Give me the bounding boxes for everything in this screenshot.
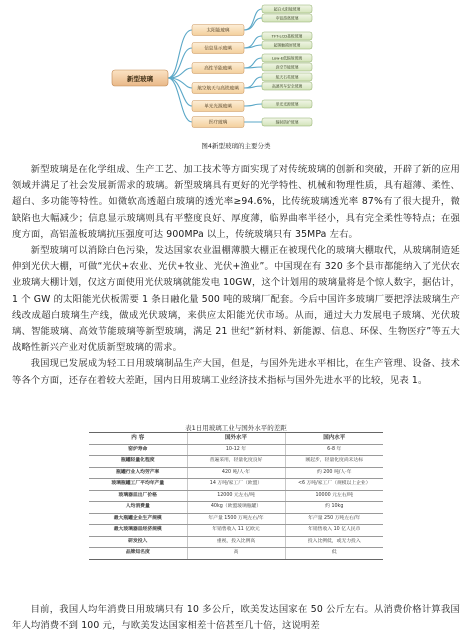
leaf-node-label: 中铝游离玻璃 xyxy=(275,15,299,21)
root-label: 新型玻璃 xyxy=(127,75,153,83)
figure-caption: 图4新型玻璃的主要分类 xyxy=(201,142,271,150)
table-cell: 年销售收入 10 亿人民币 xyxy=(285,525,383,537)
table-cell: 10-12 年 xyxy=(187,444,285,456)
table-cell: 年产量 1500 万吨左右/年 xyxy=(187,513,285,525)
table-header-cell: 内 容 xyxy=(89,433,187,445)
category-node-label: 太阳能玻璃 xyxy=(206,28,230,34)
table-cell: 投入比例低，或无力投入 xyxy=(285,536,383,548)
table-cell: 年销售收入 11 亿欧元 xyxy=(187,525,285,537)
leaf-node-label: 超薄触摸屏玻璃 xyxy=(273,42,301,48)
table-cell: 品牌知名度 xyxy=(89,548,187,560)
table-row xyxy=(89,513,383,525)
category-node-label: 医疗玻璃 xyxy=(208,120,228,126)
table-cell: 10000 元左右/吨 xyxy=(285,490,383,502)
table-header-cell: 国外水平 xyxy=(187,433,285,445)
paragraph: 新型玻璃可以消除白色污染，发达国家农业温棚薄膜大棚正在被现代化的玻璃大棚取代，从玻璃制造延伸到光伏大棚，可做“光伏+农业、光伏+牧业、光伏+渔业”。中国现在有 320 多个县市都能纳入了光伏农业玻璃大棚计划，仅这方面使用光伏玻璃就能发电 10GW，这个计划用的玻璃量将是个惊人数字，据估计，1 个 GW 的太阳能光伏板需要 1 条日融化量 500 吨的玻璃厂配套。今后中国许多玻璃厂要把浮法玻璃生产线改成超白玻璃生产线，做成光伏玻璃，来供应太阳能光伏市场。从而，通过大力发展电子玻璃、光伏玻璃、智能玻璃、高效节能玻璃等新型玻璃，满足 21 世纪“新材料、新能源、信息、环保、生物医疗”等五大战略性新兴产业对优质新型玻璃的需求。 xyxy=(12,245,460,354)
table-row xyxy=(89,502,383,514)
table-cell: 6-8 年 xyxy=(285,444,383,456)
table-cell: 刚起步，轻量化度尚未达标 xyxy=(285,456,383,468)
paragraph: 新型玻璃是在化学组成、生产工艺、加工技术等方面实现了对传统玻璃的创新和突破，开辟了新的应用领域并满足了社会发展新需求的玻璃。新型玻璃具有更好的光学特性、机械和物理性质，具有超薄、柔性、超白、多功能等特性。如微软高透超白玻璃的透光率≥94.6%，比传统玻璃透光率 87%有了很大提升，微缺陷也大幅减少；信息显示玻璃则具有平整度良好、厚度薄，临界曲率半径小，具有完全柔性等特点；在强度方面，高铝盖板玻璃抗压强度可达 900MPa 以上，传统玻璃只有 35MPa 左右。 xyxy=(12,164,460,240)
table-cell: <6 万吨/家工厂（规模以上企业） xyxy=(285,479,383,491)
leaf-nodes xyxy=(262,5,312,126)
table-cell: 瓶罐轻量化程度 xyxy=(89,456,187,468)
leaf-node-label: 单光光源玻璃 xyxy=(275,101,299,107)
table-cell: 低 xyxy=(285,548,383,560)
table-row xyxy=(89,479,383,491)
table-row xyxy=(89,456,383,468)
table-caption: 表1日用玻璃工业与国外水平的差距 xyxy=(185,424,287,432)
mindmap-svg xyxy=(0,0,472,140)
table-cell: 最大瓶罐企业生产规模 xyxy=(89,513,187,525)
table-cell: 40kg（欧盟玻璃瓶罐） xyxy=(187,502,285,514)
table-row xyxy=(89,467,383,479)
table-cell: 约 10kg xyxy=(285,502,383,514)
table-row xyxy=(89,525,383,537)
table-cell: 12000 元左右/吨 xyxy=(187,490,285,502)
leaf-node-label: 辐射防护玻璃 xyxy=(275,119,299,125)
classification-diagram xyxy=(0,0,472,140)
table-cell: 14 万吨/家工厂（欧盟） xyxy=(187,479,285,491)
table-row xyxy=(89,548,383,560)
leaf-node-label: 真空节能玻璃 xyxy=(275,64,299,70)
table-cell: 重视，投入比例高 xyxy=(187,536,285,548)
table-cell: 瓶罐行业人均劳产率 xyxy=(89,467,187,479)
table-header-cell: 国内水平 xyxy=(285,433,383,445)
table-cell: 年产量 250 万吨左右/年 xyxy=(285,513,383,525)
table-cell: 最大玻璃器皿经济规模 xyxy=(89,525,187,537)
table-row xyxy=(89,536,383,548)
leaf-node-label: 超白太阳能玻璃 xyxy=(273,6,301,12)
table-row xyxy=(89,490,383,502)
table-cell: 玻璃瓶罐工厂平均年产量 xyxy=(89,479,187,491)
category-node-label: 航空航天与高铁玻璃 xyxy=(197,86,239,92)
table-cell: 窑炉寿命 xyxy=(89,444,187,456)
closing-text xyxy=(12,602,460,634)
leaf-node-label: 航天石英玻璃 xyxy=(275,74,299,80)
category-nodes xyxy=(192,25,244,128)
table-cell: 普遍采用，轻量化度良好 xyxy=(187,456,285,468)
table-cell: 玻璃器皿出厂价格 xyxy=(89,490,187,502)
table-row xyxy=(89,444,383,456)
table-cell: 人均消费量 xyxy=(89,502,187,514)
paragraph: 目前，我国人均年消费日用玻璃只有 10 多公斤，欧美发达国家在 50 公斤左右。从消费价格计算我国年人均消费不到 100 元，与欧美发达国家相差十倍甚至几十倍，这说明差 xyxy=(12,604,460,632)
leaf-node-label: TFT-LCD基板玻璃 xyxy=(271,33,303,39)
category-node-label: 高性节能玻璃 xyxy=(204,66,232,72)
leaf-node-label: 高速列车安全玻璃 xyxy=(271,83,303,89)
table-cell: 高 xyxy=(187,548,285,560)
table-cell: 研发投入 xyxy=(89,536,187,548)
table-header-row xyxy=(89,433,383,445)
comparison-table xyxy=(89,432,383,560)
table-cell: 约 200 吨/人·年 xyxy=(285,467,383,479)
leaf-node-label: Low-E低辐射玻璃 xyxy=(271,55,303,61)
body-text xyxy=(12,162,460,389)
category-node-label: 单光光源玻璃 xyxy=(204,104,232,110)
category-node-label: 信息显示玻璃 xyxy=(204,46,232,52)
paragraph: 我国现已发展成为轻工日用玻璃制品生产大国，但是，与国外先进水平相比，在生产管理、设备、技术等各个方面，还存在着较大差距，国内日用玻璃工业经济技术指标与国外先进水平的比较，见表 1。 xyxy=(12,358,460,386)
table-cell: 420 吨/人·年 xyxy=(187,467,285,479)
